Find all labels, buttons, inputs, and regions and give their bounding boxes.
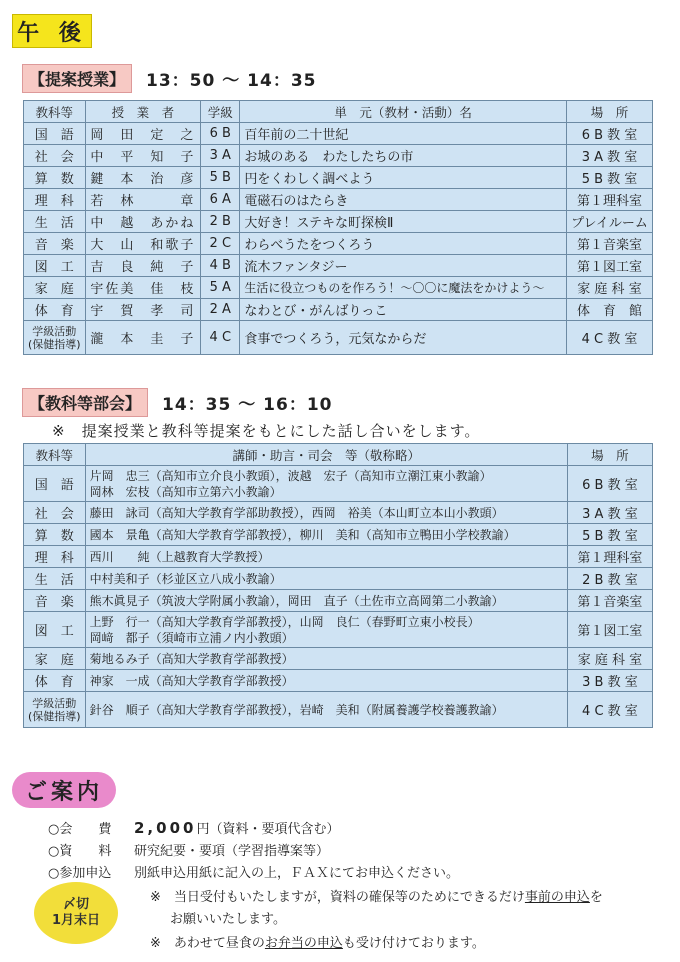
location-cell: 6 B 教 室 bbox=[567, 466, 652, 502]
note-text: ※ 当日受付もいたしますが，資料の確保等のためにできるだけ bbox=[150, 890, 525, 905]
subject-cell: 学級活動 (保健指導) bbox=[24, 692, 86, 728]
note-text: を bbox=[589, 890, 603, 905]
location-cell: 第１理科室 bbox=[567, 546, 652, 568]
subject-cell: 家 庭 bbox=[24, 648, 86, 670]
lunch-note bbox=[150, 934, 485, 954]
table-row bbox=[24, 189, 653, 211]
location-cell: 第１音楽室 bbox=[567, 590, 652, 612]
location-cell: 家 庭 科 室 bbox=[567, 648, 652, 670]
location-cell: プレイルーム bbox=[567, 211, 653, 233]
advance-note-cont: お願いいたします。 bbox=[170, 912, 286, 927]
table-row bbox=[24, 255, 653, 277]
subject-cell: 音 楽 bbox=[24, 590, 86, 612]
section-tag: 【教科等部会】 bbox=[22, 388, 148, 417]
subject-cell: 学級活動 (保健指導) bbox=[24, 321, 86, 355]
lecturer-cell: 國本 景亀（高知大学教育学部教授），柳川 美和（高知市立鴨田小学校教諭） bbox=[85, 524, 567, 546]
teacher-cell: 岡 田 定 之 bbox=[85, 123, 201, 145]
afternoon-badge: 午 後 bbox=[12, 14, 92, 48]
lecturer-cell: 藤田 詠司（高知大学教育学部助教授），西岡 裕美（本山町立本山小教頭） bbox=[85, 502, 567, 524]
subject-cell: 生 活 bbox=[24, 211, 86, 233]
note-emphasis: お弁当の申込 bbox=[264, 936, 343, 951]
teacher-cell: 中 平 知 子 bbox=[85, 145, 201, 167]
unit-cell: 電磁石のはたらき bbox=[240, 189, 567, 211]
unit-cell: なわとび・がんばりっこ bbox=[240, 299, 567, 321]
column-header: 教科等 bbox=[24, 444, 86, 466]
apply-line bbox=[48, 864, 459, 884]
section-time: 14：35 〜 16：10 bbox=[162, 395, 333, 415]
teacher-cell: 若 林 章 bbox=[85, 189, 201, 211]
class-cell: 6 A bbox=[201, 189, 240, 211]
materials-label: ○資 料 bbox=[48, 844, 112, 859]
column-header: 単 元（教材・活動）名 bbox=[240, 101, 567, 123]
unit-cell: わらべうたをつくろう bbox=[240, 233, 567, 255]
column-header: 講師・助言・司会 等（敬称略） bbox=[85, 444, 567, 466]
meeting-note: ※ 提案授業と教科等提案をもとにした話し合いをします。 bbox=[52, 422, 481, 440]
subject-cell: 体 育 bbox=[24, 670, 86, 692]
unit-cell: 百年前の二十世紀 bbox=[240, 123, 567, 145]
unit-cell: お城のある わたしたちの市 bbox=[240, 145, 567, 167]
location-cell: 5 B 教 室 bbox=[567, 167, 653, 189]
location-cell: 第１音楽室 bbox=[567, 233, 653, 255]
table-row bbox=[24, 123, 653, 145]
materials-value: 研究紀要・要項（学習指導案等） bbox=[134, 844, 330, 859]
teacher-cell: 瀧 本 圭 子 bbox=[85, 321, 201, 355]
table-row bbox=[24, 167, 653, 189]
table-row bbox=[24, 211, 653, 233]
class-cell: 3 A bbox=[201, 145, 240, 167]
table-row bbox=[24, 612, 653, 648]
materials-line bbox=[48, 842, 329, 862]
location-cell: 3 B 教 室 bbox=[567, 670, 652, 692]
column-header: 学級 bbox=[201, 101, 240, 123]
subject-cell: 算 数 bbox=[24, 167, 86, 189]
lecturer-cell: 片岡 忠三（高知市立介良小教頭），波越 宏子（高知市立潮江東小教諭） 岡林 宏枝（高知市立第六小教諭） bbox=[85, 466, 567, 502]
unit-cell: 食事でつくろう，元気なからだ bbox=[240, 321, 567, 355]
location-cell: 4 C 教 室 bbox=[567, 321, 653, 355]
teacher-cell: 大 山 和歌子 bbox=[85, 233, 201, 255]
lecturer-cell: 上野 行一（高知大学教育学部教授），山岡 良仁（春野町立東小校長） 岡﨑 都子（須崎市立浦ノ内小教頭） bbox=[85, 612, 567, 648]
class-cell: 2 B bbox=[201, 211, 240, 233]
location-cell: 3 A 教 室 bbox=[567, 502, 652, 524]
teacher-cell: 宇佐美 佳 枝 bbox=[85, 277, 201, 299]
unit-cell: 円をくわしく調べよう bbox=[240, 167, 567, 189]
note-emphasis: 事前の申込 bbox=[524, 890, 590, 905]
note-text: ※ あわせて昼食の bbox=[150, 936, 265, 951]
subject-meeting-table bbox=[23, 443, 653, 728]
table-header-row bbox=[24, 101, 653, 123]
lecturer-cell: 中村美和子（杉並区立八成小教諭） bbox=[85, 568, 567, 590]
proposal-class-header bbox=[22, 64, 316, 93]
column-header: 授 業 者 bbox=[85, 101, 201, 123]
subject-cell: 理 科 bbox=[24, 546, 86, 568]
lecturer-cell: 熊木眞見子（筑波大学附属小教諭），岡田 直子（土佐市立高岡第二小教諭） bbox=[85, 590, 567, 612]
lecturer-cell: 針谷 順子（高知大学教育学部教授），岩崎 美和（附属養護学校養護教諭） bbox=[85, 692, 567, 728]
section-time: 13：50 〜 14：35 bbox=[146, 71, 317, 91]
lecturer-cell: 菊地るみ子（高知大学教育学部教授） bbox=[85, 648, 567, 670]
column-header: 場 所 bbox=[567, 444, 652, 466]
class-cell: 5 A bbox=[201, 277, 240, 299]
advance-note bbox=[150, 888, 603, 908]
subject-cell: 生 活 bbox=[24, 568, 86, 590]
subject-cell: 算 数 bbox=[24, 524, 86, 546]
subject-cell: 図 工 bbox=[24, 255, 86, 277]
subject-cell: 音 楽 bbox=[24, 233, 86, 255]
class-cell: 4 B bbox=[201, 255, 240, 277]
deadline-date: 1月末日 bbox=[51, 913, 101, 928]
table-row bbox=[24, 502, 653, 524]
unit-cell: 大好き！ステキな町探検Ⅱ bbox=[240, 211, 567, 233]
subject-cell: 体 育 bbox=[24, 299, 86, 321]
table-row bbox=[24, 648, 653, 670]
location-cell: 6 B 教 室 bbox=[567, 123, 653, 145]
fee-unit: 円（資料・要項代含む） bbox=[196, 822, 340, 837]
location-cell: 第１図工室 bbox=[567, 255, 653, 277]
class-cell: 5 B bbox=[201, 167, 240, 189]
teacher-cell: 中 越 あかね bbox=[85, 211, 201, 233]
column-header: 教科等 bbox=[24, 101, 86, 123]
table-row bbox=[24, 546, 653, 568]
table-row bbox=[24, 568, 653, 590]
apply-label: ○参加申込 bbox=[48, 866, 112, 881]
location-cell: 家 庭 科 室 bbox=[567, 277, 653, 299]
class-cell: 2 C bbox=[201, 233, 240, 255]
table-row bbox=[24, 299, 653, 321]
location-cell: 第１理科室 bbox=[567, 189, 653, 211]
table-row bbox=[24, 524, 653, 546]
table-row bbox=[24, 692, 653, 728]
unit-cell: 生活に役立つものを作ろう！〜〇〇に魔法をかけよう〜 bbox=[240, 277, 567, 299]
guide-heading: ご案内 bbox=[12, 772, 116, 808]
table-header-row bbox=[24, 444, 653, 466]
table-row bbox=[24, 277, 653, 299]
proposal-class-table bbox=[23, 100, 653, 355]
column-header: 場 所 bbox=[567, 101, 653, 123]
class-cell: 2 A bbox=[201, 299, 240, 321]
unit-cell: 流木ファンタジー bbox=[240, 255, 567, 277]
apply-value: 別紙申込用紙に記入の上，ＦＡＸにてお申込ください。 bbox=[134, 866, 460, 881]
table-row bbox=[24, 321, 653, 355]
table-row bbox=[24, 590, 653, 612]
table-row bbox=[24, 670, 653, 692]
subject-cell: 理 科 bbox=[24, 189, 86, 211]
subject-cell: 図 工 bbox=[24, 612, 86, 648]
subject-meeting-header bbox=[22, 388, 332, 417]
lecturer-cell: 西川 純（上越教育大学教授） bbox=[85, 546, 567, 568]
location-cell: 4 C 教 室 bbox=[567, 692, 652, 728]
location-cell: 第１図工室 bbox=[567, 612, 652, 648]
subject-cell: 社 会 bbox=[24, 502, 86, 524]
location-cell: 5 B 教 室 bbox=[567, 524, 652, 546]
subject-cell: 家 庭 bbox=[24, 277, 86, 299]
lecturer-cell: 神家 一成（高知大学教育学部教授） bbox=[85, 670, 567, 692]
location-cell: 2 B 教 室 bbox=[567, 568, 652, 590]
teacher-cell: 宇 賀 孝 司 bbox=[85, 299, 201, 321]
table-row bbox=[24, 145, 653, 167]
teacher-cell: 鍵 本 治 彦 bbox=[85, 167, 201, 189]
fee-value: 2,000 bbox=[134, 819, 197, 837]
class-cell: 6 B bbox=[201, 123, 240, 145]
teacher-cell: 吉 良 純 子 bbox=[85, 255, 201, 277]
fee-label: ○会 費 bbox=[48, 822, 112, 837]
subject-cell: 国 語 bbox=[24, 123, 86, 145]
fee-line bbox=[48, 818, 339, 840]
subject-cell: 国 語 bbox=[24, 466, 86, 502]
subject-cell: 社 会 bbox=[24, 145, 86, 167]
section-tag: 【提案授業】 bbox=[22, 64, 132, 93]
note-text: も受け付けております。 bbox=[342, 936, 485, 951]
location-cell: 3 A 教 室 bbox=[567, 145, 653, 167]
deadline-label: 〆切 bbox=[62, 897, 89, 912]
location-cell: 体 育 館 bbox=[567, 299, 653, 321]
deadline-bubble bbox=[34, 882, 118, 944]
class-cell: 4 C bbox=[201, 321, 240, 355]
table-row bbox=[24, 466, 653, 502]
table-row bbox=[24, 233, 653, 255]
